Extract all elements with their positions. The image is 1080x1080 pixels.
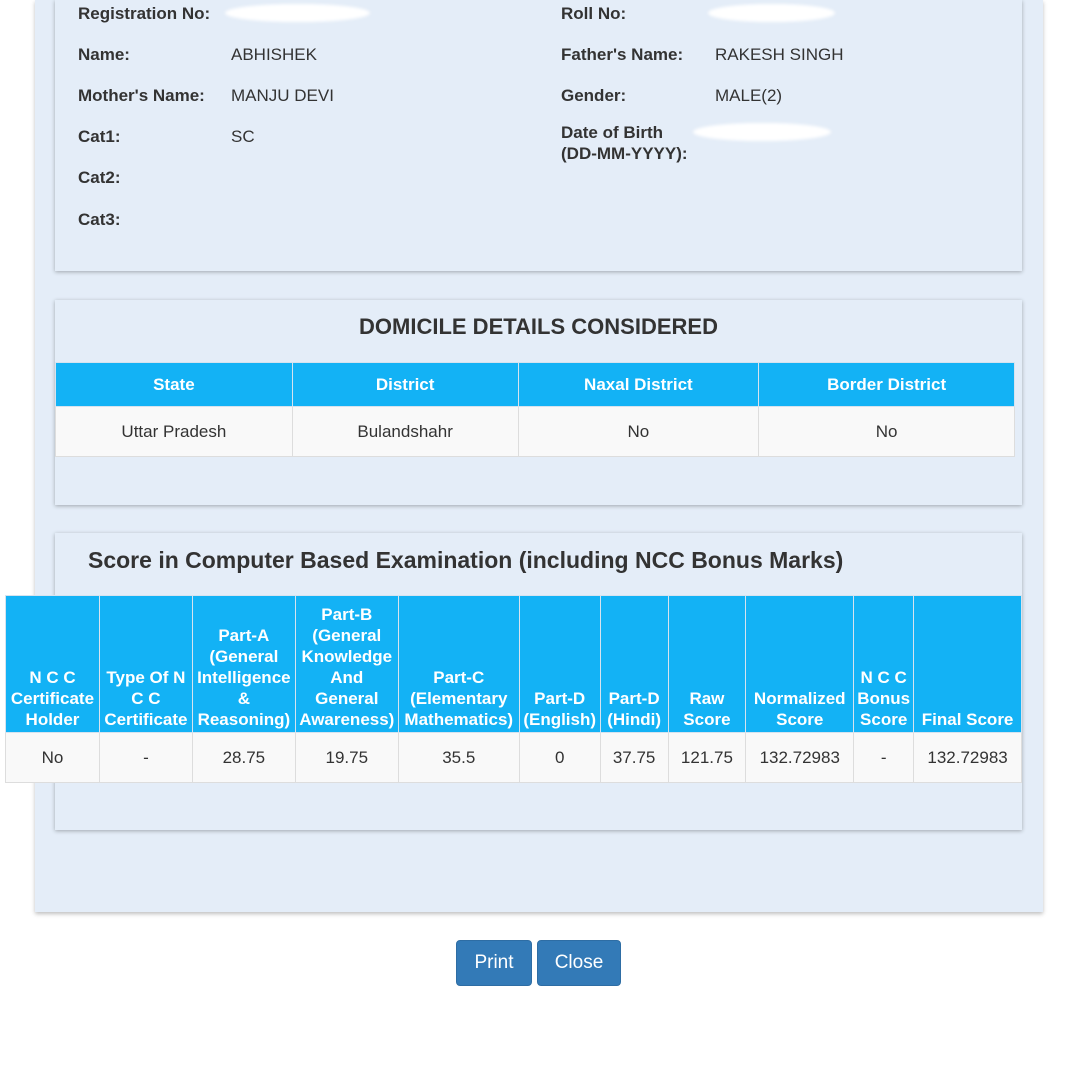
dob-label-line1: Date of Birth [561,123,663,142]
domicile-title: DOMICILE DETAILS CONSIDERED [359,314,718,339]
mother-name-label: Mother's Name: [78,86,205,105]
score-table [5,595,1022,783]
header-normalized-score [746,596,854,733]
header-line: (Hindi) [607,710,662,729]
header-line: (General [209,647,279,666]
header-ncc-certificate-holder [6,596,100,733]
dob-label-line2: (DD-MM-YYYY): [561,144,688,163]
cell-normalized-score: 132.72983 [746,733,854,783]
gender-label: Gender: [561,86,627,105]
cell-district: Bulandshahr [292,407,518,457]
table-row [6,733,1022,783]
header-part-c [398,596,519,733]
cell-ncc-certificate-holder: No [6,733,100,783]
header-raw-score [668,596,746,733]
header-line: Raw [689,689,725,708]
name-value: ABHISHEK [231,45,317,64]
header-line: Part-A [218,626,270,645]
header-line: C C [131,689,161,708]
table-row [56,407,1015,457]
header-line: Part-B [321,605,373,624]
header-line: (English) [523,710,597,729]
close-button[interactable]: Close [537,940,621,986]
cell-ncc-bonus-score: - [854,733,914,783]
roll-label: Roll No: [561,4,627,23]
dob-value-redacted [693,123,831,141]
cat1-label: Cat1: [78,127,121,146]
header-line: Intelligence [197,668,291,687]
header-naxal-district: Naxal District [518,363,759,407]
cell-raw-score: 121.75 [668,733,746,783]
domicile-card [55,300,1022,505]
gender-value: MALE(2) [715,86,783,105]
dob-label [561,122,688,164]
cell-part-a: 28.75 [192,733,295,783]
header-border-district: Border District [759,363,1015,407]
mother-name-value: MANJU DEVI [231,86,334,105]
domicile-table [55,362,1015,457]
header-line: Score [860,710,908,729]
score-card [10,533,1022,830]
header-part-d-hindi [600,596,668,733]
header-line: Part-C [433,668,485,687]
header-line: Part-D [534,689,586,708]
header-line: Score [776,710,824,729]
cell-type-of-ncc-certificate: - [99,733,192,783]
header-final-score [914,596,1022,733]
header-line: General [315,689,379,708]
print-button[interactable]: Print [456,940,532,986]
header-part-b [295,596,398,733]
header-line: Certificate [104,710,188,729]
roll-value-redacted [708,4,835,22]
personal-details-card [55,0,1022,271]
header-part-a [192,596,295,733]
header-line: Score [683,710,731,729]
father-name-value: RAKESH SINGH [715,45,844,64]
cell-part-b: 19.75 [295,733,398,783]
cat1-value: SC [231,127,255,146]
cell-final-score: 132.72983 [914,733,1022,783]
header-line: Bonus [857,689,911,708]
registration-value-redacted [225,4,370,22]
header-part-d-english [519,596,600,733]
cell-part-c: 35.5 [398,733,519,783]
cat3-label: Cat3: [78,210,121,229]
domicile-header-row [56,363,1015,407]
cat2-label: Cat2: [78,168,121,187]
header-line: N C C [29,668,76,687]
cell-naxal-district: No [518,407,759,457]
cell-state: Uttar Pradesh [56,407,293,457]
header-line: (General [312,626,382,645]
header-line: Part-D [608,689,660,708]
name-label: Name: [78,45,130,64]
header-type-of-ncc-certificate [99,596,192,733]
cell-part-d-hindi: 37.75 [600,733,668,783]
header-line: Final Score [921,710,1014,729]
header-line: Certificate [10,689,95,708]
header-state: State [56,363,293,407]
header-line: Normalized [753,689,846,708]
header-line: Knowledge [301,647,393,666]
header-line: Reasoning) [197,710,291,729]
header-line: Type Of N [106,668,186,687]
father-name-label: Father's Name: [561,45,684,64]
header-district: District [292,363,518,407]
header-line: N C C [860,668,907,687]
header-line: And [330,668,364,687]
header-ncc-bonus-score [854,596,914,733]
score-title: Score in Computer Based Examination (including NCC Bonus Marks) [88,547,844,573]
score-header-row [6,596,1022,733]
registration-label: Registration No: [78,4,211,23]
header-line: Awareness) [299,710,395,729]
header-line: & [237,689,250,708]
header-line: (Elementary [410,689,508,708]
cell-part-d-english: 0 [519,733,600,783]
cell-border-district: No [759,407,1015,457]
header-line: Mathematics) [404,710,514,729]
header-line: Holder [25,710,80,729]
